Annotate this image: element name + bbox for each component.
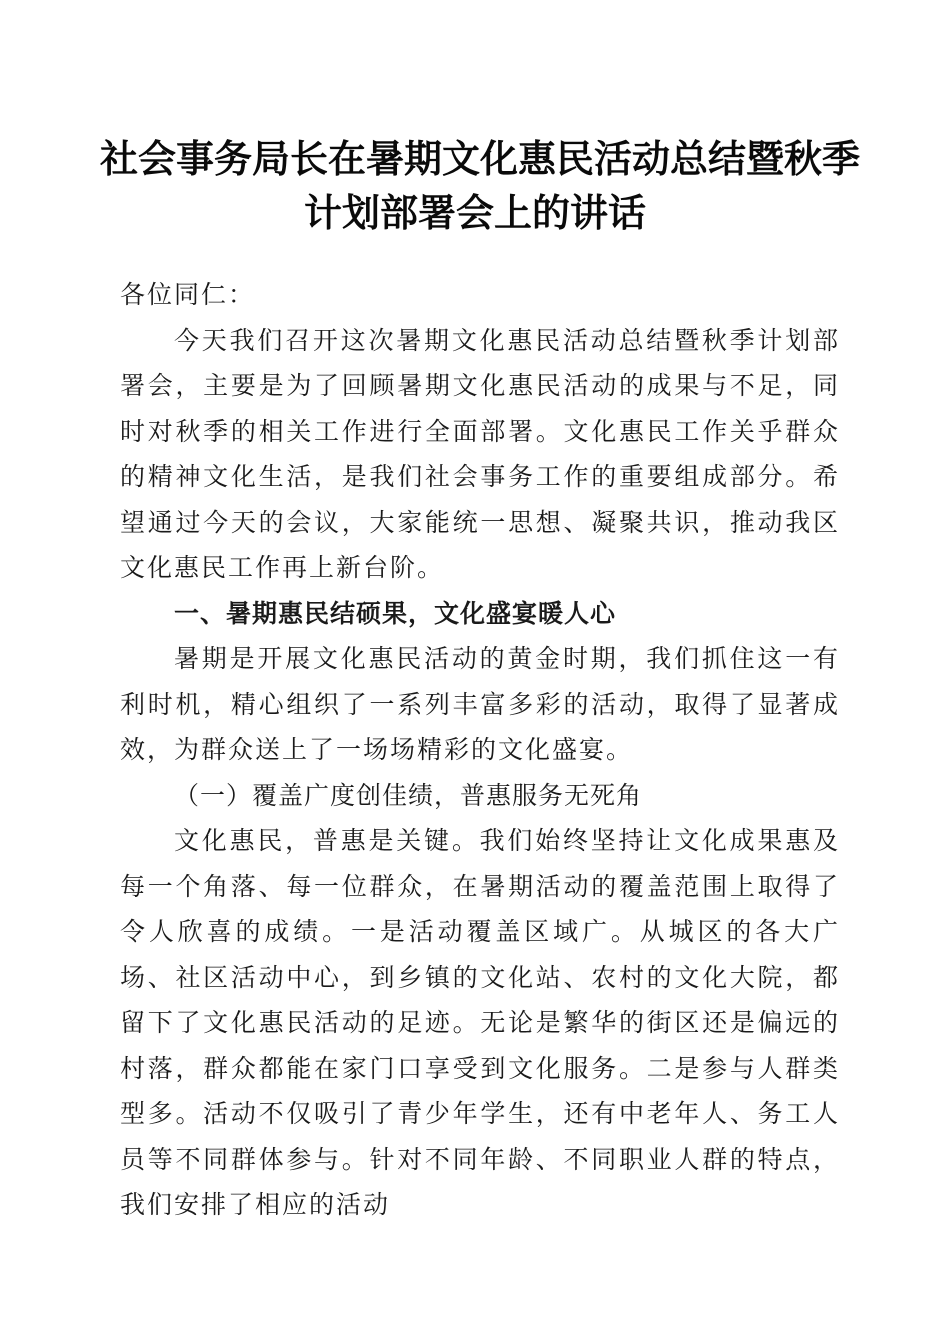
salutation: 各位同仁： bbox=[120, 280, 256, 309]
document-body bbox=[120, 272, 840, 1228]
subsection-1-paragraph: 文化惠民，普惠是关键。我们始终坚持让文化成果惠及每一个角落、每一位群众，在暑期活动的覆盖范围上取得了令人欣喜的成绩。一是活动覆盖区域广。从城区的各大广场、社区活动中心，到乡镇的文化站、农村的文化大院，都留下了文化惠民活动的足迹。无论是繁华的街区还是偏远的村落，群众都能在家门口享受到文化服务。二是参与人群类型多。活动不仅吸引了青少年学生，还有中老年人、务工人员等不同群体参与。针对不同年龄、不同职业人群的特点，我们安排了相应的活动 bbox=[120, 826, 840, 1219]
section-1-paragraph: 暑期是开展文化惠民活动的黄金时期，我们抓住这一有利时机，精心组织了一系列丰富多彩的活动，取得了显著成效，为群众送上了一场场精彩的文化盛宴。 bbox=[120, 644, 840, 764]
section-heading-1: 一、暑期惠民结硕果，文化盛宴暖人心 bbox=[174, 598, 617, 628]
title-line-1: 社会事务局长在暑期文化惠民活动总结暨秋季 bbox=[100, 136, 861, 181]
title-line-2: 计划部署会上的讲话 bbox=[303, 190, 646, 235]
intro-paragraph: 今天我们召开这次暑期文化惠民活动总结暨秋季计划部署会，主要是为了回顾暑期文化惠民活动的成果与不足，同时对秋季的相关工作进行全面部署。文化惠民工作关乎群众的精神文化生活，是我们社会事务工作的重要组成部分。希望通过今天的会议，大家能统一思想、凝聚共识，推动我区文化惠民工作再上新台阶。 bbox=[120, 325, 840, 582]
document-title bbox=[100, 132, 861, 240]
subsection-heading-1: （一）覆盖广度创佳绩，普惠服务无死角 bbox=[174, 780, 643, 810]
